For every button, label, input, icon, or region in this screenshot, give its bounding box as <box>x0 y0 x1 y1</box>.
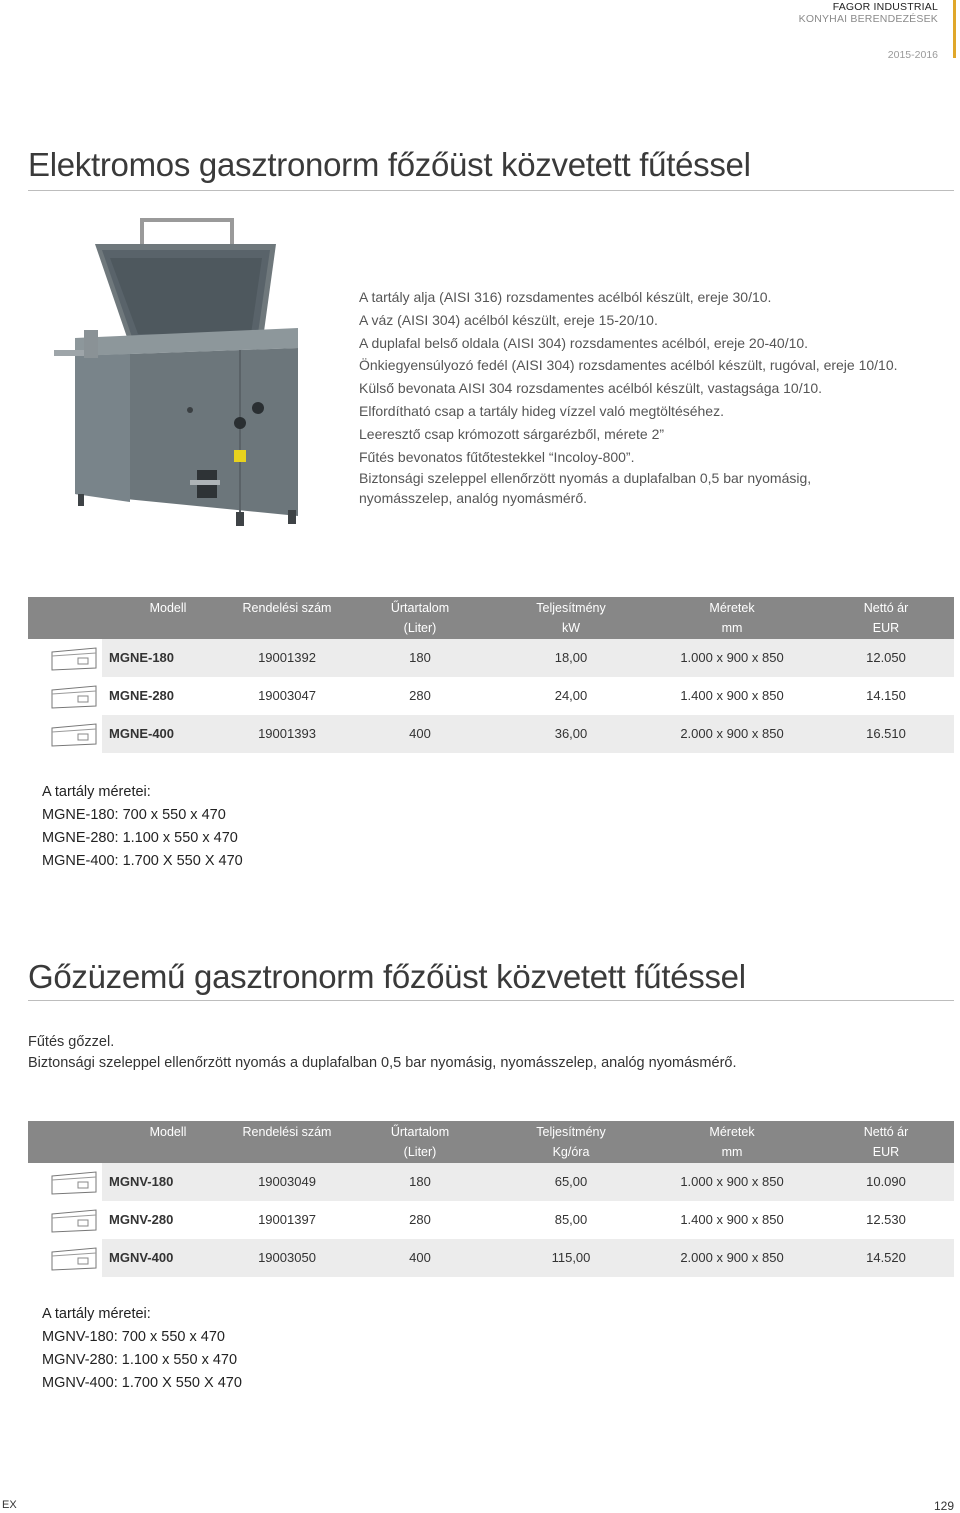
section1-tank-dimensions <box>42 781 243 873</box>
spec-line: Leeresztő csap krómozott sárgarézből, mérete 2” <box>359 425 665 442</box>
tank-dims-heading: A tartály méretei: <box>42 784 151 800</box>
section1-title-rule <box>28 190 954 191</box>
col-header-order-number: Rendelési szám <box>242 1125 332 1139</box>
spec-line: Biztonsági szeleppel ellenőrzött nyomás a duplafalban 0,5 bar nyomásig, nyomásszelep, analóg nyomásmérő. <box>28 1055 737 1071</box>
col-header-price-unit: EUR <box>872 621 900 635</box>
table-header <box>28 597 954 639</box>
section2-tank-dimensions <box>42 1303 242 1395</box>
product-thumbnail-icon <box>48 718 100 748</box>
capacity: 280 <box>409 1212 431 1227</box>
power: 18,00 <box>554 650 588 665</box>
capacity: 400 <box>409 726 431 741</box>
col-header-dimensions: Méretek <box>709 601 755 615</box>
spec-line: nyomásszelep, analóg nyomásmérő. <box>359 490 588 507</box>
col-header-capacity-unit: (Liter) <box>403 1145 437 1159</box>
tank-dims-line: MGNE-180: 700 x 550 x 470 <box>42 807 226 823</box>
product-thumbnail-icon <box>48 1242 100 1272</box>
tank-dims-line: MGNE-400: 1.700 X 550 X 470 <box>42 853 243 869</box>
dimensions: 1.400 x 900 x 850 <box>680 1212 784 1227</box>
col-header-power-unit: Kg/óra <box>552 1145 590 1159</box>
price: 16.510 <box>866 726 906 741</box>
section2-title-rule <box>28 1000 954 1001</box>
price: 12.050 <box>866 650 906 665</box>
price: 14.150 <box>866 688 906 703</box>
col-header-capacity-unit: (Liter) <box>403 621 437 635</box>
col-header-order-number: Rendelési szám <box>242 601 332 615</box>
spec-line: Fűtés bevonatos fűtőtestekkel “Incoloy-800”. <box>359 448 635 465</box>
order-number: 19003049 <box>258 1174 316 1189</box>
tank-dims-line: MGNV-280: 1.100 x 550 x 470 <box>42 1352 238 1368</box>
spec-line: Elfordítható csap a tartály hideg vízzel való megtöltéséhez. <box>359 402 724 419</box>
model-name: MGNV-400 <box>109 1250 174 1265</box>
col-header-power: Teljesítmény <box>536 1125 606 1139</box>
section1-description <box>359 286 898 508</box>
tank-dims-heading: A tartály méretei: <box>42 1306 151 1322</box>
capacity: 180 <box>409 650 431 665</box>
capacity: 180 <box>409 1174 431 1189</box>
col-header-power: Teljesítmény <box>536 601 606 615</box>
col-header-capacity: Űrtartalom <box>390 601 450 615</box>
brand-subtitle: KONYHAI BERENDEZÉSEK <box>798 13 938 25</box>
col-header-price: Nettó ár <box>863 1125 909 1139</box>
section2-title: Gőzüzemű gasztronorm főzőüst közvetett fűtéssel <box>28 958 746 995</box>
section1-product-table <box>28 597 954 753</box>
page-number: 129 <box>933 1499 954 1513</box>
table-row <box>28 639 954 677</box>
table-row <box>28 1239 954 1277</box>
model-name: MGNE-400 <box>109 726 175 741</box>
product-thumbnail-icon <box>48 1166 100 1196</box>
power: 85,00 <box>554 1212 588 1227</box>
table-row <box>28 1163 954 1201</box>
col-header-dimensions-unit: mm <box>721 1145 743 1159</box>
model-name: MGNE-180 <box>109 650 175 665</box>
product-thumbnail-icon <box>48 642 100 672</box>
price: 14.520 <box>866 1250 906 1265</box>
order-number: 19001392 <box>258 650 316 665</box>
power: 24,00 <box>554 688 588 703</box>
dimensions: 1.000 x 900 x 850 <box>680 1174 784 1189</box>
product-thumbnail-icon <box>48 1204 100 1234</box>
col-header-model: Modell <box>149 1125 187 1139</box>
model-name: MGNV-280 <box>109 1212 174 1227</box>
footer-label: EX <box>2 1499 17 1511</box>
catalog-year: 2015-2016 <box>887 49 938 61</box>
section1-title: Elektromos gasztronorm főzőüst közvetett fűtéssel <box>28 146 751 183</box>
capacity: 280 <box>409 688 431 703</box>
price: 10.090 <box>866 1174 906 1189</box>
order-number: 19003050 <box>258 1250 316 1265</box>
model-name: MGNV-180 <box>109 1174 174 1189</box>
power: 65,00 <box>554 1174 588 1189</box>
tank-dims-line: MGNV-180: 700 x 550 x 470 <box>42 1329 225 1345</box>
col-header-power-unit: kW <box>561 621 581 635</box>
col-header-model: Modell <box>149 601 187 615</box>
col-header-price-unit: EUR <box>872 1145 900 1159</box>
spec-line: Fűtés gőzzel. <box>28 1034 115 1050</box>
dimensions: 2.000 x 900 x 850 <box>680 1250 784 1265</box>
tank-dims-line: MGNV-400: 1.700 X 550 X 470 <box>42 1375 242 1391</box>
price: 12.530 <box>866 1212 906 1227</box>
spec-line: Önkiegyensúlyozó fedél (AISI 304) rozsdamentes acélból készült, rugóval, ereje 10/10. <box>359 357 898 374</box>
table-row <box>28 677 954 715</box>
col-header-capacity: Űrtartalom <box>390 1125 450 1139</box>
model-name: MGNE-280 <box>109 688 175 703</box>
table-row <box>28 1201 954 1239</box>
accent-bar <box>953 0 956 58</box>
spec-line: Biztonsági szeleppel ellenőrzött nyomás a duplafalban 0,5 bar nyomásig, <box>359 470 812 487</box>
col-header-price: Nettó ár <box>863 601 909 615</box>
order-number: 19001397 <box>258 1212 316 1227</box>
power: 36,00 <box>554 726 588 741</box>
brand-name: FAGOR INDUSTRIAL <box>832 1 938 13</box>
dimensions: 2.000 x 900 x 850 <box>680 726 784 741</box>
table-header <box>28 1121 954 1163</box>
col-header-dimensions-unit: mm <box>721 621 743 635</box>
product-thumbnail-icon <box>48 680 100 710</box>
kettle-product-image <box>40 218 310 554</box>
spec-line: Külső bevonata AISI 304 rozsdamentes acélból készült, vastagsága 10/10. <box>359 380 823 397</box>
spec-line: A váz (AISI 304) acélból készült, ereje 15-20/10. <box>359 311 658 328</box>
col-header-dimensions: Méretek <box>709 1125 755 1139</box>
spec-line: A duplafal belső oldala (AISI 304) rozsdamentes acélból, ereje 20-40/10. <box>359 334 809 351</box>
spec-line: A tartály alja (AISI 316) rozsdamentes acélból készült, ereje 30/10. <box>359 289 772 305</box>
capacity: 400 <box>409 1250 431 1265</box>
power: 115,00 <box>551 1250 591 1265</box>
table-row <box>28 715 954 753</box>
tank-dims-line: MGNE-280: 1.100 x 550 x 470 <box>42 830 238 846</box>
brand-block <box>799 1 938 25</box>
section2-product-table <box>28 1121 954 1277</box>
dimensions: 1.400 x 900 x 850 <box>680 688 784 703</box>
order-number: 19001393 <box>258 726 316 741</box>
order-number: 19003047 <box>258 688 316 703</box>
section2-description <box>28 1032 737 1074</box>
dimensions: 1.000 x 900 x 850 <box>680 650 784 665</box>
